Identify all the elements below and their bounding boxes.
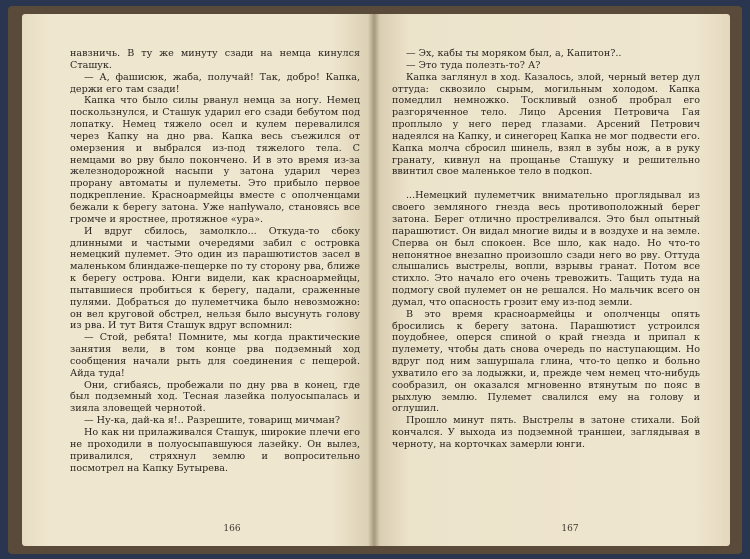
paragraph: — Ну-ка, дай-ка я!.. Разрешите, товарищ мичман? xyxy=(84,415,341,427)
paragraph: навзничь. В ту же минуту сзади на немца кинулся Сташук. xyxy=(70,48,360,71)
paragraph: Капка заглянул в ход. Казалось, злой, черный ветер дул оттуда: сквозило сырым, могильным холодом. Капка помедлил немножко. Тоскливый озноб пробрал его разгоряченное тело. Лицо Арсения Петровича Гая проплыло у него перед глазами. Арсений Петрович надеялся на Капку, и синегорец Капка не мог подвести его. Капка молча сбросил шинель, взял в зубы нож, а в руку гранату, кивнул на прощанье Сташуку и решительно ввинтил свое маленькое тело в подкоп. xyxy=(392,71,700,178)
left-page xyxy=(22,14,374,546)
page-number-right: 167 xyxy=(561,524,579,534)
paragraph: — А, фашисюк, жаба, получай! Так, добро! Капка, держи его там сзади! xyxy=(70,71,360,95)
paragraph: Они, сгибаясь, пробежали по дну рва в конец, где был подземный ход. Тесная лазейка полуосыпалась и зияла зловещей чернотой. xyxy=(70,379,360,415)
book-gutter xyxy=(368,14,380,546)
paragraph: ...Немецкий пулеметчик внимательно проглядывал из своего земляного гнезда весь противоположный берег затона. Берег отлично простреливался. Это был опытный парашютист. Он видал многие виды и в воздухе и на земле. Сперва он был спокоен. Все шло, как надо. Но что-то непонятное внезапно произошло сзади него во рву. Оттуда слышались выстрелы, вопли, взрывы гранат. Потом все стихло. Это начало его очень тревожить. Тащить туда на подмогу свой пулемет он не решался. Но мальчик всего он думал, что опасность грозит ему из-под земли. xyxy=(392,190,700,308)
page-number-left: 166 xyxy=(223,524,241,534)
paragraph: Капка что было силы рванул немца за ногу. Немец поскользнулся, и Сташук ударил его сзади бебутом под лопатку. Немец тяжело осел и кулем перевалился через Капку на дно рва. Капка весь съежился от омерзения и выбрался из-под тяжелого тела. С немцами во рву было покончено. И в это время из-за железнодорожной насыпи у затона ударил через прорану автоматы и пулеметы. Это прибыло первое подкрепление. Красноармейцы вместе с ополченцами бежали к берегу затона. Уже напływало, становясь все громче и яростнее, протяжное «ура». xyxy=(70,95,360,225)
paragraph: — Эх, кабы ты моряком был, а, Капитон?.. xyxy=(406,48,622,59)
paragraph: В это время красноармейцы и ополченцы опять бросились к берегу затона. Парашютист устроился поудобнее, оперся спиной о край гнезда и припал к пулемету, чтобы дать снова очередь по наступающим. Но вдруг под ним зашуршала глина, что-то цепко и больно ухватило его за лодыжки, и, прежде чем немец что-нибудь сообразил, он оказался мгновенно втянутым по пояс в рыхлую землю. Пулемет свалился ему на голову и оглушил. xyxy=(392,308,700,415)
right-page xyxy=(374,14,730,546)
book-spread xyxy=(8,6,742,554)
paragraph: Прошло минут пять. Выстрелы в затоне стихали. Бой кончался. У выхода из подземной траншеи, заглядывая в черноту, на корточках замерли юнги. xyxy=(392,415,700,450)
paragraph: Но как ни прилаживался Сташук, широкие плечи его не проходили в полуосыпавшуюся лазейку. Он вылез, привалился, стряхнул землю и вопросительно посмотрел на Капку Бутырева. xyxy=(70,427,360,474)
right-page-text xyxy=(392,48,700,451)
paragraph: — Это туда полезть-то? А? xyxy=(406,59,541,71)
paragraph: — Стой, ребята! Помните, мы когда практические занятия вели, в том конце рва подземный ход сообщения начали рыть для соединения с пещерой. Айда туда! xyxy=(70,332,360,379)
left-page-text xyxy=(70,48,360,474)
paragraph: И вдруг сбилось, замолкло... Откуда-то сбоку длинными и частыми очередями забил с островка немецкий пулемет. Это один из парашютистов засел в маленьком блиндаже-пещерке по ту сторону рва, ближе к берегу острова. Юнги видели, как красноармейцы, пытавшиеся пробиться к берегу, падали, сраженные пулями. Добраться до пулеметчика было невозможно: он вел круговой обстрел, нельзя было высунуть голову из рва. И тут Витя Сташук вдруг вспомнил: xyxy=(70,225,360,332)
